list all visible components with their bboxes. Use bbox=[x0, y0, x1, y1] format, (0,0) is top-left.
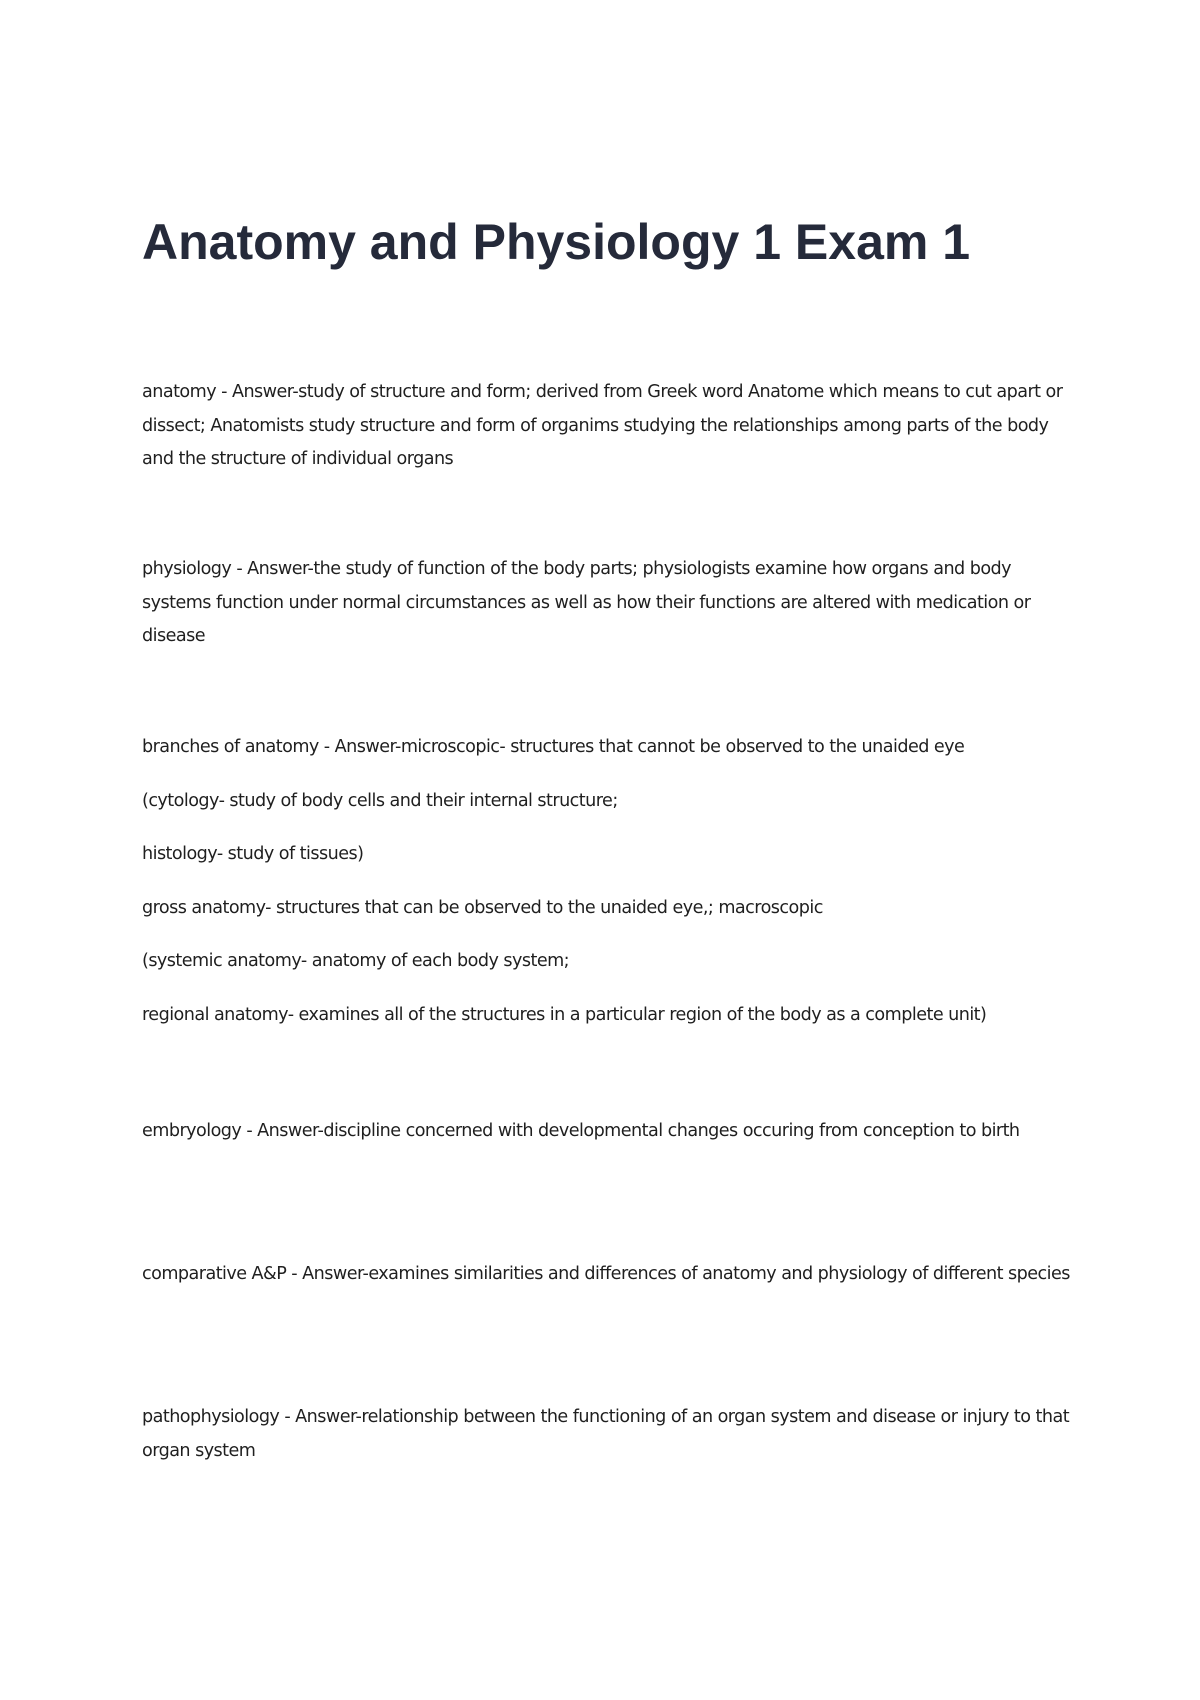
entry-anatomy bbox=[142, 376, 1072, 477]
entry-text: comparative A&P - Answer-examines similarities and differences of anatomy and physiology of different species bbox=[142, 1264, 1070, 1284]
entry-pathophysiology bbox=[142, 1401, 1072, 1468]
entry-embryology bbox=[142, 1115, 1072, 1149]
entry-comparative-ap bbox=[142, 1258, 1072, 1292]
entry-text: anatomy - Answer-study of structure and form; derived from Greek word Anatome which means to cut apart or dissect; Anatomists study structure and form of organims studying the relationships among parts of the body and the structure of individual organs bbox=[142, 382, 1063, 469]
entry-line: regional anatomy- examines all of the structures in a particular region of the body as a complete unit) bbox=[142, 1004, 987, 1025]
entry-line: branches of anatomy - Answer-microscopic- structures that cannot be observed to the unaided eye bbox=[142, 737, 965, 757]
entry-branches-of-anatomy bbox=[142, 731, 1072, 1032]
entry-line: histology- study of tissues) bbox=[142, 844, 364, 864]
entry-line: (cytology- study of body cells and their internal structure; bbox=[142, 790, 618, 811]
entry-text: embryology - Answer-discipline concerned with developmental changes occuring from conception to birth bbox=[142, 1121, 1020, 1141]
entry-physiology bbox=[142, 553, 1072, 654]
entry-line: gross anatomy- structures that can be observed to the unaided eye,; macroscopic bbox=[142, 897, 823, 918]
page-title: Anatomy and Physiology 1 Exam 1 bbox=[142, 214, 971, 270]
entry-text: pathophysiology - Answer-relationship between the functioning of an organ system and disease or injury to that organ system bbox=[142, 1407, 1070, 1461]
entry-line: (systemic anatomy- anatomy of each body system; bbox=[142, 951, 570, 971]
entry-text: physiology - Answer-the study of function of the body parts; physiologists examine how organs and body systems function under normal circumstances as well as how their functions are altered with medication or disease bbox=[142, 559, 1031, 646]
